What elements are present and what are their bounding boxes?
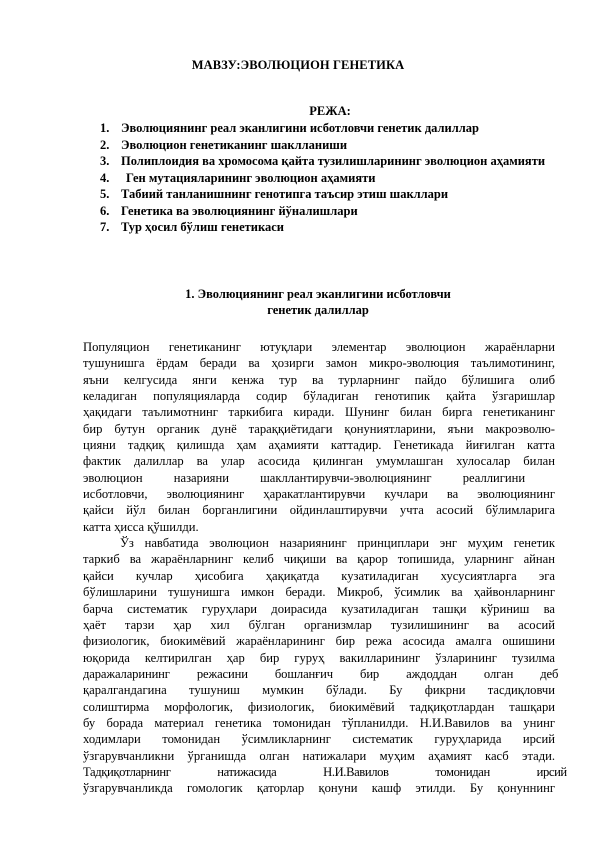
text-line: Популяцион генетиканинг ютуқлари элементар эволюцион жараёнларни bbox=[83, 340, 555, 354]
plan-item-number: 2. bbox=[100, 137, 110, 152]
text-line: физиологик, биокимёвий жараёнларининг бир режа асосида амалга ошишини bbox=[83, 634, 555, 649]
text-line: Тадқиқотларнинг натижасида Н.И.Вавилов томонидан ирсий bbox=[83, 764, 567, 779]
body-text bbox=[83, 339, 567, 797]
plan-list bbox=[100, 120, 555, 236]
plan-item-text: Тур ҳосил бўлиш генетикаси bbox=[121, 220, 284, 234]
plan-item bbox=[100, 137, 555, 154]
text-line: бир бутун органик дунё тараққиётидаги қонуниятларини, яъни макроэволю- bbox=[83, 421, 555, 436]
section-title-line: 1. Эволюциянинг реал эканлигини исботловчи bbox=[185, 287, 451, 301]
text-line: исботловчи, эволюциянинг ҳаракатлантирувчи кучлари ва эволюциянинг bbox=[83, 487, 555, 502]
text-line: бу борада материал генетика томонидан тўпланилди. Н.И.Вавилов ва унинг bbox=[83, 715, 555, 730]
text-line: келадиган популяцияларда содир бўладиган генотипик қайта ўзгаришлар bbox=[83, 389, 555, 404]
plan-item-number: 5. bbox=[100, 187, 110, 201]
plan-heading: РЕЖА: bbox=[309, 104, 351, 118]
text-line: яъни келгусида янги кенжа тур ва турларнинг пайдо бўлишига олиб bbox=[83, 372, 555, 387]
text-line: ўзгарувчанликда гомологик қаторлар қонуни кашф этилди. Бу қонуннинг bbox=[83, 781, 555, 796]
plan-item bbox=[100, 203, 555, 220]
text-line: қайси кучлар ҳисобига ҳақиқатда кузатиладиган хусусиятларга эга bbox=[83, 568, 555, 583]
plan-item bbox=[100, 219, 555, 236]
text-line: солиштирма морфологик, физиологик, биокимёвий тадқиқотлардан ташқари bbox=[83, 699, 555, 714]
text-line: юқорида келтирилган ҳар бир гуруҳ вакилларининг ўзларининг тузилма bbox=[83, 650, 555, 665]
plan-item bbox=[100, 170, 555, 187]
plan-item-text: Полиплоидия ва хромосома қайта тузилишларининг эволюцион аҳамияти bbox=[121, 154, 546, 168]
text-line: барча систематик гуруҳлари доирасида кузатиладиган ташқи кўриниш ва bbox=[83, 601, 555, 616]
text-line: қаралгандагина тушуниш мумкин бўлади. Бу фикрни тасдиқловчи bbox=[83, 683, 555, 698]
text-line: бўлишларини тушунишга имкон беради. Микроб, ўсимлик ва ҳайвонларнинг bbox=[83, 585, 555, 600]
plan-item-number: 4. bbox=[100, 170, 110, 185]
plan-item-text: Ген мутацияларининг эволюцион аҳамияти bbox=[126, 170, 376, 185]
section-title-line: генетик далиллар bbox=[267, 303, 369, 317]
plan-item bbox=[100, 120, 555, 137]
plan-item-text: Эволюцион генетиканинг шаклланиши bbox=[121, 137, 348, 152]
text-line: Ўз навбатида эволюцион назариянинг принциплари энг муҳим генетик bbox=[120, 536, 555, 551]
plan-item-text: Эволюциянинг реал эканлигини исботловчи генетик далиллар bbox=[121, 121, 479, 135]
plan-item-number: 1. bbox=[100, 121, 110, 135]
text-line: даражаларининг режасини бошланғич бир аждоддан олган деб bbox=[83, 666, 559, 681]
text-line: фактик далиллар ва улар асосида қилинган умумлашган хулосалар билан bbox=[83, 454, 555, 469]
plan-item-number: 7. bbox=[100, 220, 110, 234]
plan-item-number: 6. bbox=[100, 203, 110, 218]
text-line: катта ҳисса қўшилди. bbox=[83, 519, 199, 534]
text-line: эволюцион назарияни шакллантирувчи-эволюциянинг реаллигини bbox=[83, 470, 526, 485]
text-line: ўзгарувчанликни ўрганишда олган натижалари муҳим аҳамият касб этади. bbox=[83, 748, 555, 763]
plan-item-text: Генетика ва эволюциянинг йўналишлари bbox=[121, 203, 358, 218]
plan-item-number: 3. bbox=[100, 154, 110, 168]
text-line: цияни тадқиқ қилишда ҳам аҳамияти каттадир. Генетикада йиғилган катта bbox=[83, 438, 555, 453]
text-line: таркиб ва жараёнларнинг келиб чиқиши ва қарор топишида, уларнинг айнан bbox=[83, 552, 555, 567]
plan-item bbox=[100, 186, 555, 203]
text-line: қайси йўл билан борганлигини ойдинлаштирувчи учта асосий бўлимларига bbox=[83, 503, 555, 518]
plan-item-text: Табиий танланишнинг генотипга таъсир этиш шакллари bbox=[121, 187, 449, 201]
section-title bbox=[0, 286, 596, 318]
text-line: ҳаёт тарзи ҳар хил бўлган организмлар тузилишининг ва асосий bbox=[83, 617, 555, 632]
text-line: ходимлари томонидан ўсимликларнинг систематик гуруҳларида ирсий bbox=[83, 732, 555, 747]
text-line: тушунишга ёрдам беради ва ҳозирги замон микро-эволюция таълимотининг, bbox=[83, 356, 555, 371]
text-line: ҳақидаги таълимотнинг таркибига киради. Шунинг билан бирга генетиканинг bbox=[83, 405, 555, 420]
document-title: МАВЗУ:ЭВОЛЮЦИОН ГЕНЕТИКА bbox=[191, 58, 405, 72]
plan-item bbox=[100, 153, 555, 170]
